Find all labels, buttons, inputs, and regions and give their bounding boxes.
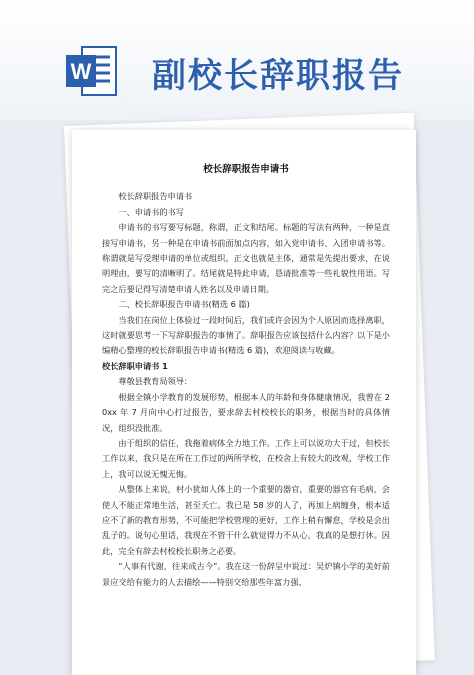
document-paragraph: 一、申请书的书写 — [118, 206, 184, 217]
page-title: 副校长辞职报告 — [152, 56, 404, 96]
document-title: 校长辞职报告申请书 — [203, 164, 289, 175]
word-document-icon — [64, 43, 120, 99]
document-paragraph: 申请书的书写要写标题，称谓，正文和结尾。标题的写法有两种，一种是直接写申请书，另一种是在申请书前面加点内容，如入党申请书、入团申请书等。称谓就是写受理申请的单位或组织。正文也就是主体，通常是先提出要求，在说明理由，要写的清晰明了。结尾就是特此申请，恳请批准等一些礼貌性用语。写完之后要记得写清楚申请人姓名以及申请日期。 — [102, 222, 390, 294]
document-body — [102, 189, 390, 590]
document-paragraph: 从整体上来说，村小犹如人体上的一个重要的器官，重要的器官有毛病，会使人不能正常地生活，甚至夭亡。我已是 58 岁的人了，再加上病缠身，根本适应不了新的教育形势，不可能把学校管理的更好，工作上稍有懈怠，学校是会出乱子的。说句心里话，我现在不管干什么就觉得力不从心，我真的是想打休。因此，完全有辞去村校校长职务之必要。 — [102, 484, 390, 556]
word-logo-letter: W — [70, 59, 92, 84]
document-paragraph: 根据全镇小学教育的发展形势，根据本人的年龄和身体健康情况，我曾在 20xx 年 7 月向中心打过报告，要求辞去村校校长的职务，根据当时的具体情况，组织没批准。 — [102, 391, 390, 433]
document-paragraph: 二、校长辞职报告申请书(精选 6 篇) — [118, 299, 250, 310]
header-banner — [0, 0, 474, 120]
document-paragraph: 当我们在岗位上体验过一段时间后，我们或许会因为个人原因而选择离职，这时就要思考一下写辞职报告的事情了。辞职报告应该包括什么内容？以下是小编精心整理的校长辞职报告申请书(精选 6 篇)，欢迎阅读与收藏。 — [102, 314, 390, 356]
document-paragraph: “人事有代谢，往来成古今”。我在这一份辞呈中说过：吴炉镇小学的美好前景应交给有能力的人去描绘——特别交给那些年富力强、 — [102, 561, 390, 587]
document-paragraph: 校长辞职报告申请书 — [118, 191, 193, 202]
document-paragraph: 由于组织的信任，我拖着病体全力地工作。工作上可以说功大于过，但校长工作以来，我只是在所在工作过的两所学校，在校舍上有较大的改观，学校工作上，我可以说无愧无悔。 — [102, 437, 390, 479]
document-paragraph: 校长辞职申请书 1 — [102, 360, 168, 371]
document-paragraph: 尊敬县教育局领导： — [118, 376, 193, 387]
document-page — [72, 130, 416, 675]
